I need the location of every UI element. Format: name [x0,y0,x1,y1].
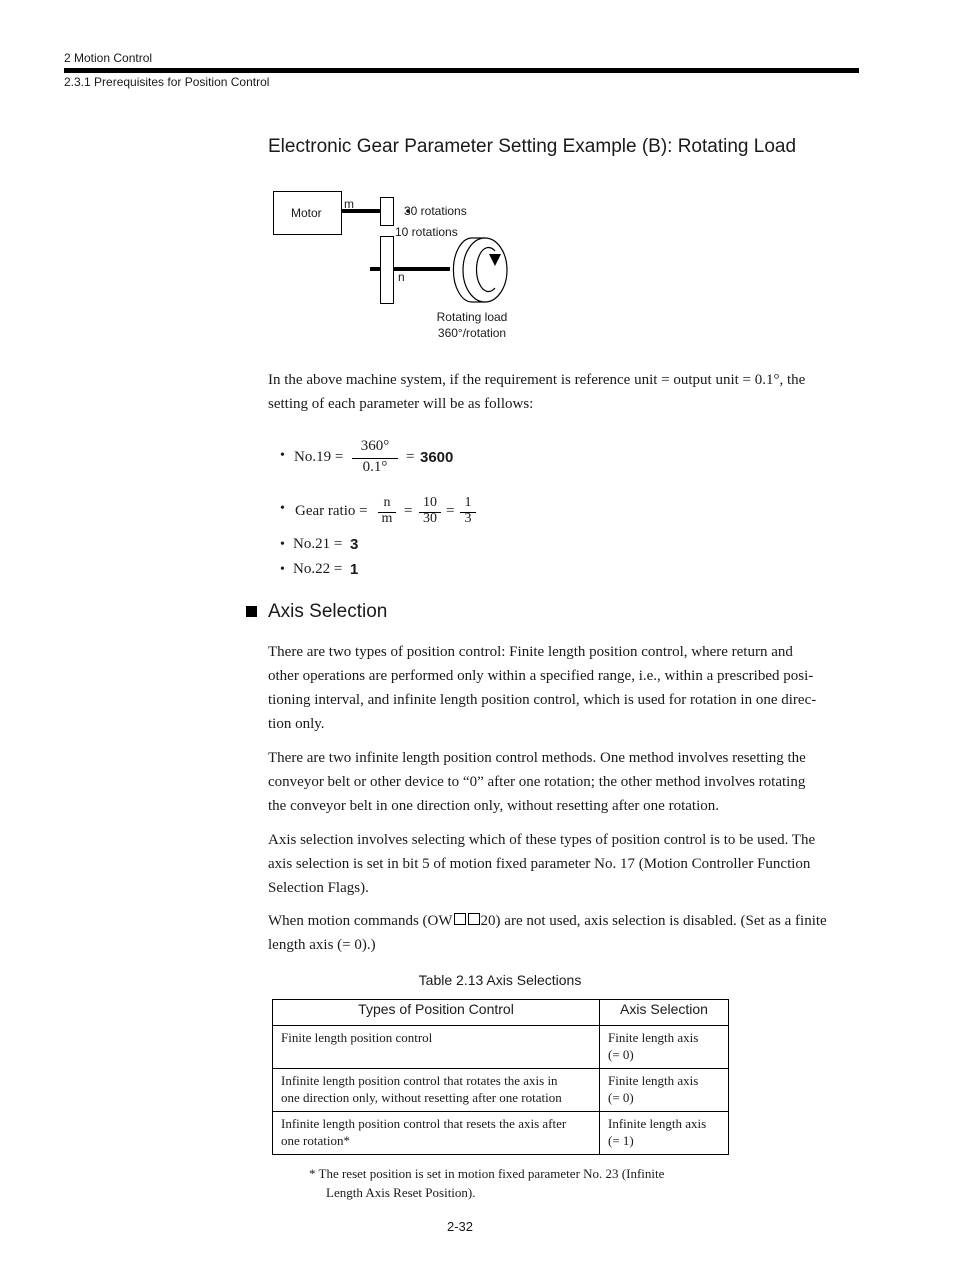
bullet: • [280,501,285,516]
no19-label: No.19 = [294,449,344,465]
no19-equals: = [406,449,415,465]
axis-paragraph-4: When motion commands (OW 20) are not used, axis selection is disabled. (Set as a finite length axis (= 0).) [268,913,827,953]
register-box-icon [468,913,480,925]
gear-den-30: 30 [423,511,437,526]
register-box-icon [454,913,466,925]
table-caption: Table 2.13 Axis Selections [418,972,582,988]
table-header-row [273,1000,729,1026]
square-bullet-icon [246,606,257,617]
gear-equals-2: = [446,503,455,519]
axis-selection-heading: Axis Selection [268,601,388,622]
rotating-load-disc [453,238,507,302]
axis-selections-table [272,999,729,1155]
gear-num-10: 10 [423,495,437,510]
no21-value: 3 [350,536,359,553]
gear-den-3: 3 [464,511,472,526]
bullet: • [280,562,285,577]
footnote-line-1: * The reset position is set in motion fixed parameter No. 23 (Infinite [309,1166,665,1181]
axis-paragraph-3: Axis selection involves selecting which of these types of position control is to be used. The axis selection is set in bit 5 of motion fixed parameter No. 17 (Motion Controller Function Selection Flags). [268,832,816,896]
small-gear [381,198,394,226]
rot10-label: 10 rotations [395,225,458,239]
example-title: Electronic Gear Parameter Setting Example (B): Rotating Load [268,136,797,157]
no19-denominator: 0.1° [362,459,388,475]
axis-paragraph-1: There are two types of position control: Finite length position control, where return and other operations are performed only within a specified range, i.e., within a prescribed posi- tioning interval, and infinite length position control, which is used for rotation in one direc- tion only. [268,644,817,732]
no22-value: 1 [350,561,359,578]
table-row: Infinite length position control that resets the axis after one rotation* Infinite length axis (= 1) [273,1112,729,1155]
large-gear [381,237,394,304]
gear-equals-1: = [404,503,413,519]
col-header-types: Types of Position Control [273,1000,600,1026]
n-label: n [398,270,405,284]
axis-paragraph-2: There are two infinite length position control methods. One method involves resetting the conveyor belt or other device to “0” after one rotation; the other method involves rotating the conveyor belt in one direction only, without resetting after one rotation. [268,750,806,814]
col-header-axis: Axis Selection [600,1000,729,1026]
page-number: 2-32 [446,1219,474,1234]
bullet: • [280,537,285,552]
no21-label: No.21 = [293,536,343,552]
m-label: m [344,197,354,211]
intro-line-1: In the above machine system, if the requirement is reference unit = output unit = 0.1°, the [268,372,806,388]
no19-result: 3600 [420,449,454,466]
no19-numerator: 360° [360,438,390,454]
motor-label: Motor [291,206,322,220]
intro-line-2: setting of each parameter will be as follows: [268,396,534,412]
gear-m: m [381,511,393,526]
chapter-header: 2 Motion Control [64,51,153,65]
gear-num-1: 1 [464,495,472,510]
gear-ratio-label: Gear ratio = [295,503,368,519]
load-spec-label: 360°/rotation [437,326,507,340]
footnote-line-2: Length Axis Reset Position). [326,1185,476,1200]
bullet: • [280,448,285,463]
no22-label: No.22 = [293,561,343,577]
section-header: 2.3.1 Prerequisites for Position Control [64,75,270,89]
load-label: Rotating load [436,310,508,324]
table-row: Infinite length position control that rotates the axis in one direction only, without resetting after one rotation Finite length axis (= 0) [273,1069,729,1112]
gear-n: n [383,495,391,510]
rot30-label: 30 rotations [404,204,467,218]
header-rule [64,68,859,73]
table-row: Finite length position control Finite length axis (= 0) [273,1026,729,1069]
